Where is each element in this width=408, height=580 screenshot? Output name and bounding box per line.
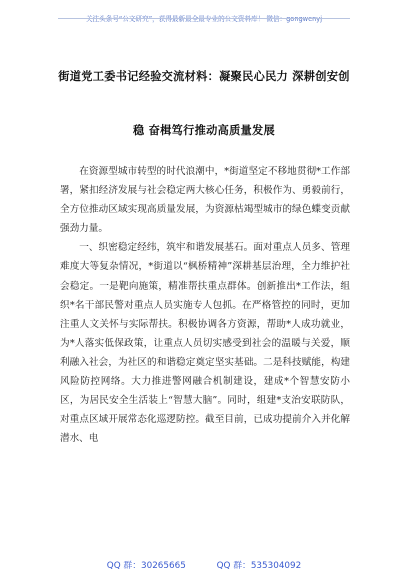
header-divider	[58, 18, 350, 19]
header-banner-text: 关注头条号“公文研究”，获得最新最全最专业的公文资料库！ 微信：gongwenyj	[85, 15, 323, 23]
body-paragraph-section-1: 一、织密稳定经纬，筑牢和谐发展基石。面对重点人员多、管理难度大等复杂情况，*街道以“枫桥精神”深耕基层治理，全力维护社会稳定。一是靶向施策，精准帮扶重点群体。创新推出*工作法，组织*名干部民警对重点人员实施专人包抓。在严格管控的同时，更加注重人文关怀与实际帮扶。积极协调各方资源，帮助*人成功就业，为*人落实低保政策，让重点人员切实感受到社会的温暖与关爱，顺利融入社会，为社区的和谐稳定奠定坚实基础。二是科技赋能，构建风险防控网络。大力推进警网融合机制建设，建成*个智慧安防小区，为居民安全生活装上“智慧大脑”。同时，组建*支治安联防队，对重点区域开展常态化巡逻防控。截至目前，已成功提前介入并化解潜水、电	[60, 242, 350, 445]
footer-qq-group-1: QQ 群：30265665	[106, 561, 186, 571]
footer-contact	[0, 558, 408, 571]
footer-qq-group-2: QQ 群：535304092	[216, 561, 302, 571]
header-banner	[0, 6, 408, 25]
document-title-line-1: 街道党工委书记经验交流材料：凝聚民心民力 深耕创安创	[58, 69, 350, 83]
document-title-line-2: 稳 奋楫笃行推动高质量发展	[132, 123, 276, 137]
document-body	[60, 162, 350, 448]
body-paragraph-intro: 在资源型城市转型的时代浪潮中，*街道坚定不移地贯彻*工作部署，紧扣经济发展与社会稳定两大核心任务，积极作为、勇毅前行，全方位推动区域实现高质量发展，为资源枯竭型城市的绿色蝶变贡献强劲力量。	[60, 166, 350, 235]
